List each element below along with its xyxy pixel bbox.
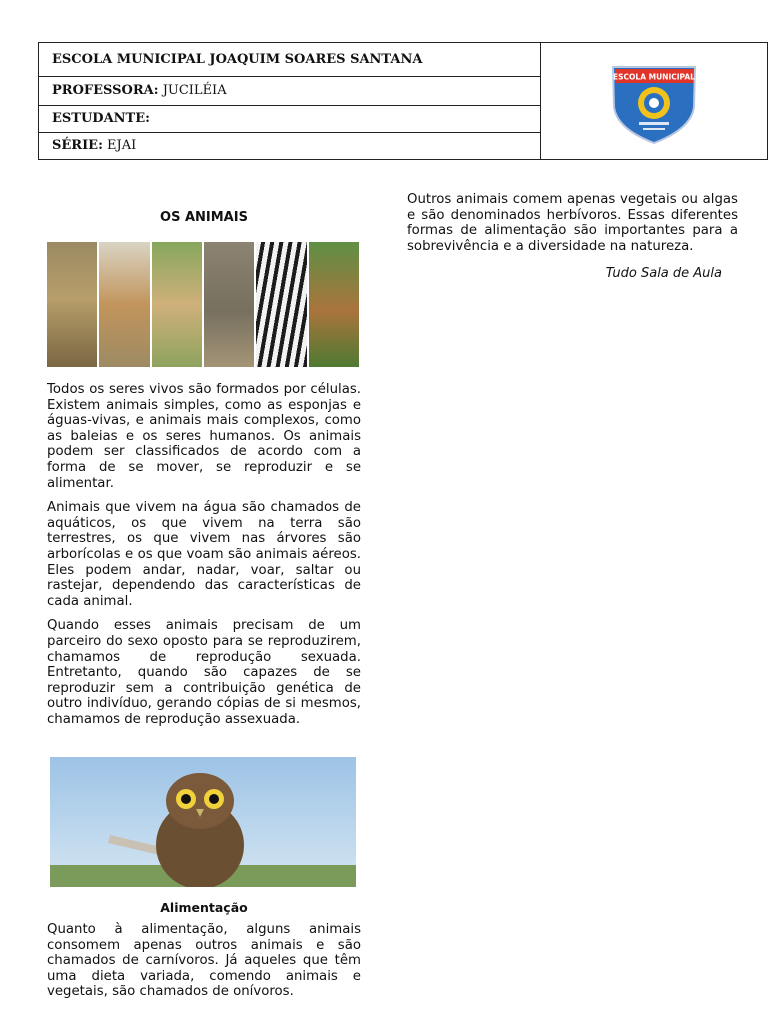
- animals-photo-strip: [47, 242, 359, 367]
- herbivores-paragraph: Outros animais comem apenas vegetais ou algas e são denominados herbívoros. Essas diferentes formas de alimentação são importantes para a sobrevivência e a diversidade na natureza.: [407, 192, 738, 254]
- svg-text:ESCOLA MUNICIPAL: ESCOLA MUNICIPAL: [613, 72, 695, 82]
- intro-text: [47, 382, 361, 736]
- paragraph-1: Todos os seres vivos são formados por células. Existem animais simples, como as esponjas e águas-vivas, e animais mais complexos, como as baleias e os seres humanos. Os animais podem ser classificados de acordo com a forma de se mover, se reproduzir e se alimentar.: [47, 382, 361, 491]
- student-row: ESTUDANTE:: [39, 105, 541, 132]
- section-title: OS ANIMAIS: [160, 210, 248, 225]
- school-logo: [541, 43, 768, 160]
- feeding-paragraph: Quanto à alimentação, alguns animais consomem apenas outros animais e são chamados de carnívoros. Já aqueles que têm uma dieta variada, comendo animais e vegetais, são chamados de onívoros.: [47, 922, 361, 1000]
- feeding-text: [47, 922, 361, 1009]
- giraffe-image: [309, 242, 359, 367]
- source-credit: Tudo Sala de Aula: [605, 266, 722, 282]
- right-column: [407, 192, 738, 281]
- paragraph-2: Animais que vivem na água são chamados de aquáticos, os que vivem na terra são terrestres, os que vivem nas árvores são arborícolas e os que voam são animais aéreos. Eles podem andar, nadar, voar, saltar ou rastejar, dependendo das características de cada animal.: [47, 500, 361, 609]
- feeding-subtitle: Alimentação: [160, 900, 248, 915]
- header-table: [38, 42, 768, 160]
- owl-image: [50, 757, 356, 887]
- left-column: [47, 200, 361, 225]
- zebra-image: [256, 242, 306, 367]
- leopard-image: [47, 242, 97, 367]
- antelope-image: [99, 242, 149, 367]
- elephant-image: [204, 242, 254, 367]
- grade-row: SÉRIE: EJAI: [39, 132, 541, 159]
- school-name: ESCOLA MUNICIPAL JOAQUIM SOARES SANTANA: [39, 43, 541, 77]
- school-crest-icon: [599, 51, 709, 147]
- lioness-image: [152, 242, 202, 367]
- paragraph-3: Quando esses animais precisam de um parceiro do sexo oposto para se reproduzirem, chamamos de reprodução sexuada. Entretanto, quando são capazes de se reproduzir sem a contribuição genética de outro indivíduo, gerando cópias de si mesmos, chamamos de reprodução assexuada.: [47, 618, 361, 727]
- teacher-row: PROFESSORA: JUCILÉIA: [39, 77, 541, 105]
